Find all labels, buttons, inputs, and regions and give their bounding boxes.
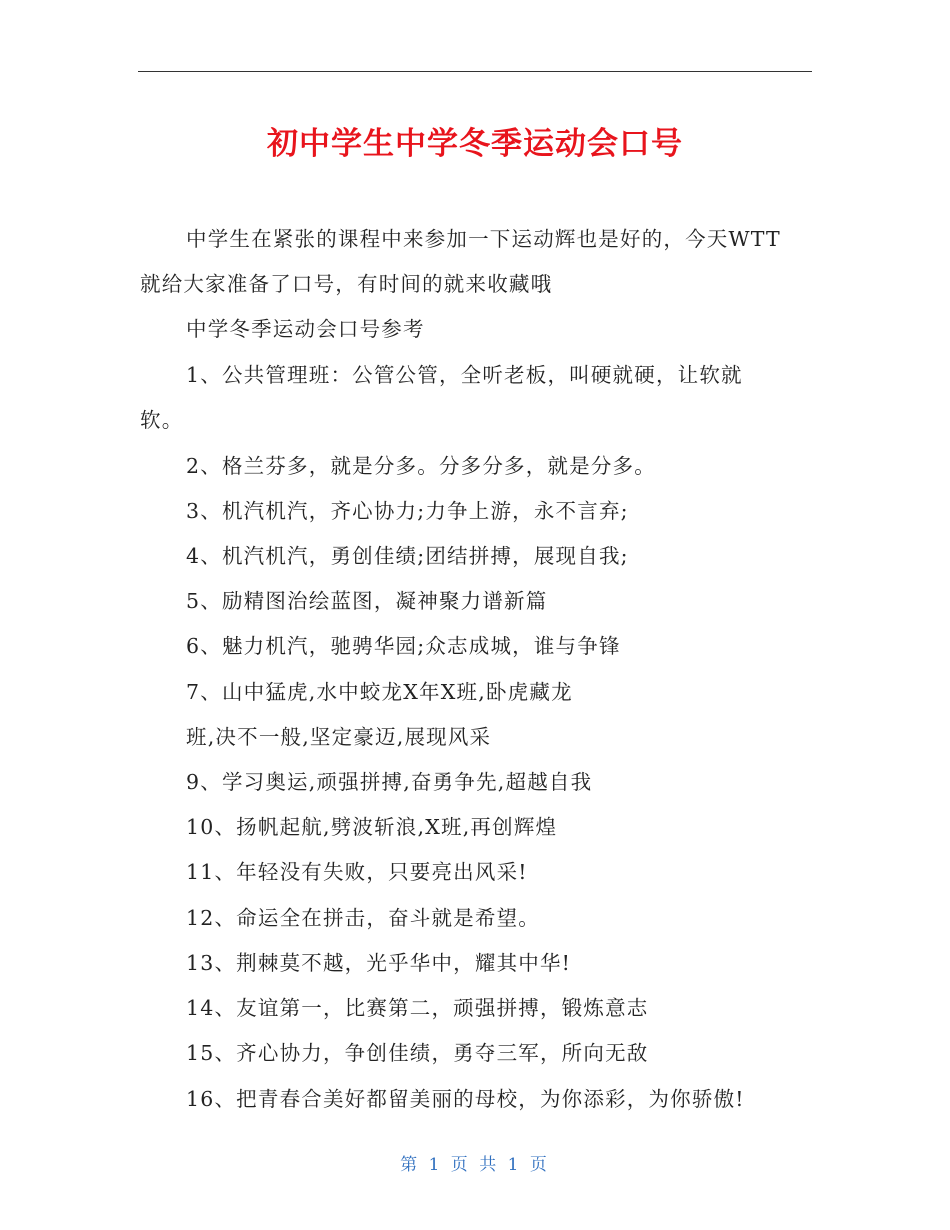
slogan-item-14: 14、友谊第一，比赛第二，顽强拼搏，锻炼意志 — [186, 996, 649, 1020]
slogan-item-4: 4、机汽机汽，勇创佳绩;团结拼搏，展现自我; — [186, 544, 629, 568]
section-subheading: 中学冬季运动会口号参考 — [186, 317, 425, 341]
slogan-item-1-line-2: 软。 — [140, 408, 184, 432]
intro-paragraph-line-1: 中学生在紧张的课程中来参加一下运动辉也是好的，今天WTT — [186, 227, 781, 251]
slogan-item-11: 11、年轻没有失败，只要亮出风采! — [186, 860, 528, 884]
slogan-item-13: 13、荆棘莫不越，光乎华中，耀其中华! — [186, 951, 572, 975]
slogan-item-7-line-1: 7、山中猛虎,水中蛟龙X年X班,卧虎藏龙 — [186, 680, 573, 704]
slogan-item-12: 12、命运全在拼击，奋斗就是希望。 — [186, 906, 540, 930]
slogan-item-9: 9、学习奥运,顽强拼搏,奋勇争先,超越自我 — [186, 770, 593, 794]
intro-paragraph-line-2: 就给大家准备了口号，有时间的就来收藏哦 — [140, 272, 553, 296]
slogan-item-10: 10、扬帆起航,劈波斩浪,X班,再创辉煌 — [186, 815, 558, 839]
page-number-footer: 第 1 页 共 1 页 — [400, 1155, 550, 1175]
slogan-item-3: 3、机汽机汽，齐心协力;力争上游，永不言弃; — [186, 499, 629, 523]
slogan-item-6: 6、魅力机汽，驰骋华园;众志成城，谁与争锋 — [186, 634, 621, 658]
document-title: 初中学生中学冬季运动会口号 — [267, 126, 683, 162]
slogan-item-5: 5、励精图治绘蓝图，凝神聚力谱新篇 — [186, 589, 548, 613]
header-divider — [138, 71, 812, 72]
slogan-item-1-line-1: 1、公共管理班：公管公管，全听老板，叫硬就硬，让软就 — [186, 363, 743, 387]
slogan-item-16: 16、把青春合美好都留美丽的母校，为你添彩，为你骄傲! — [186, 1087, 745, 1111]
slogan-item-2: 2、格兰芬多，就是分多。分多分多，就是分多。 — [186, 454, 656, 478]
slogan-item-7-line-2: 班,决不一般,坚定豪迈,展现风采 — [186, 725, 492, 749]
slogan-item-15: 15、齐心协力，争创佳绩，勇夺三军，所向无敌 — [186, 1041, 649, 1065]
